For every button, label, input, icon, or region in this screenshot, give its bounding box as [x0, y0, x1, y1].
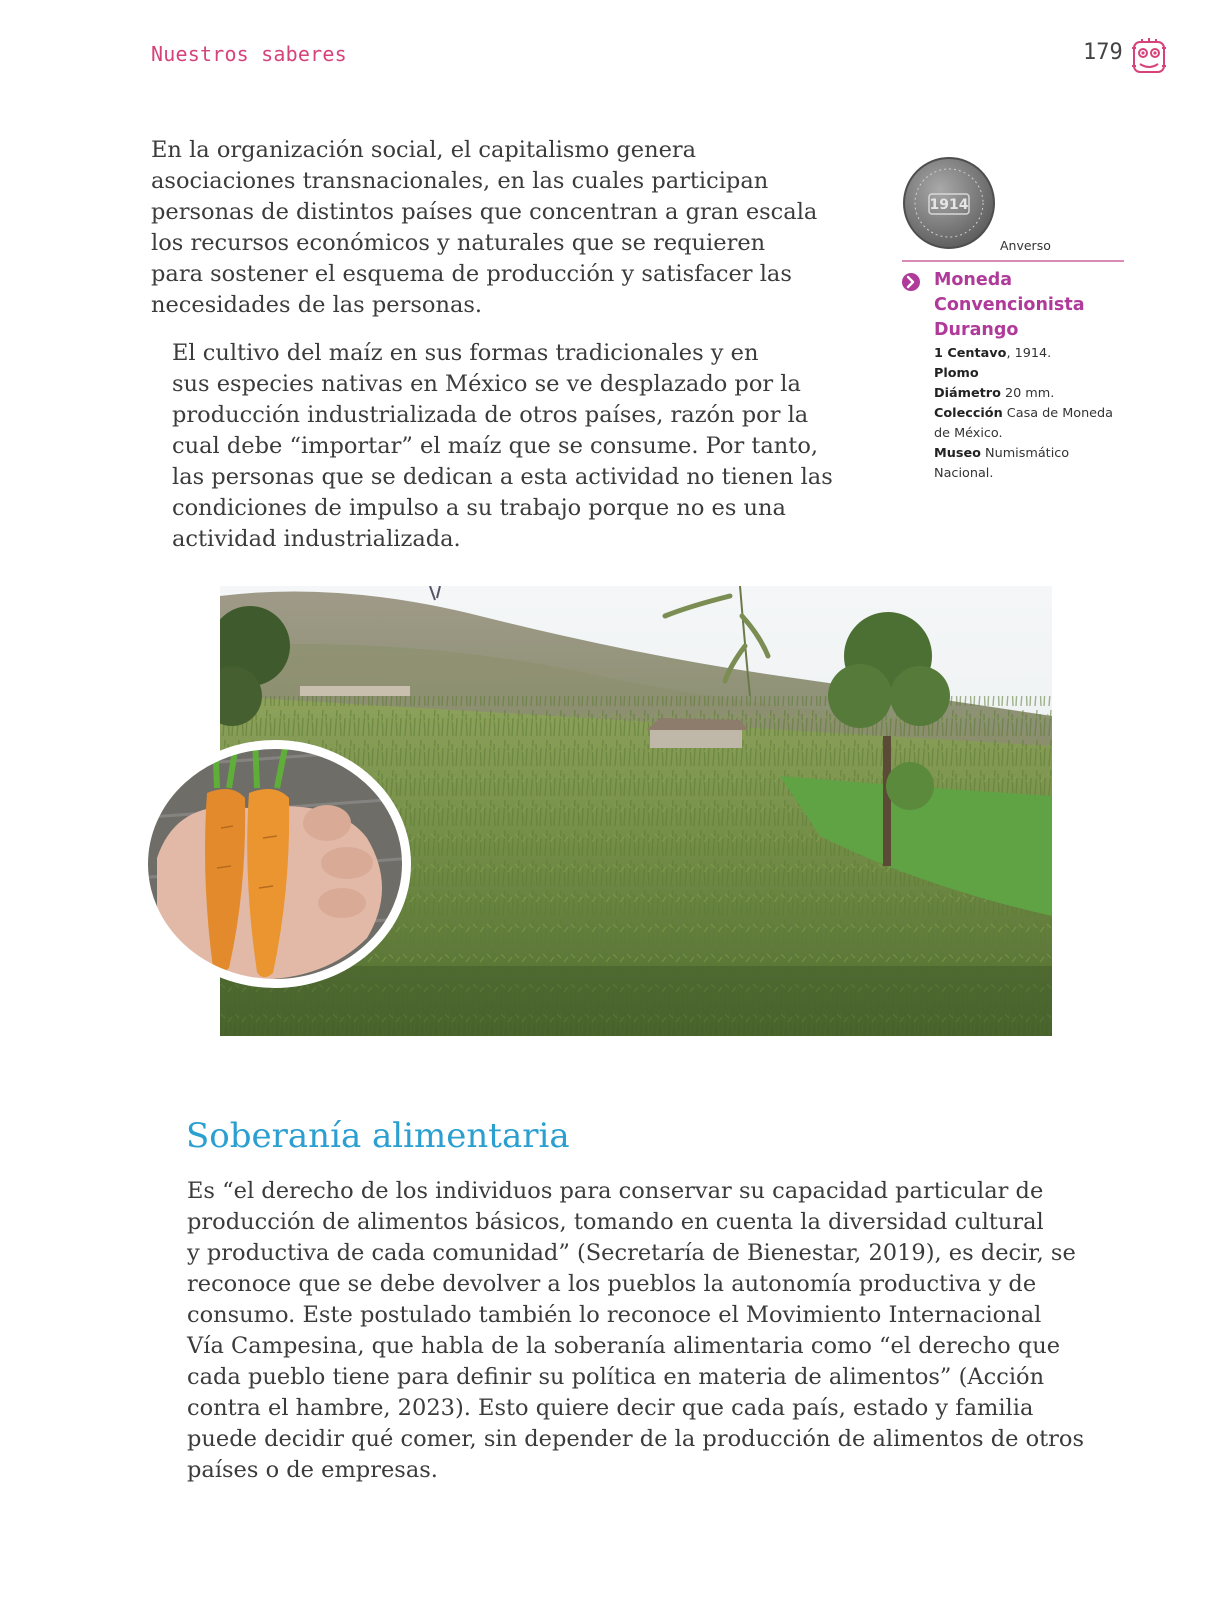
- text-line: sus especies nativas en México se ve desplazado por la: [172, 371, 801, 397]
- coin-title: [934, 268, 1134, 343]
- coin-side-label: Anverso: [1000, 238, 1051, 253]
- text-line: asociaciones transnacionales, en las cuales participan: [151, 168, 769, 194]
- text-line: producción de alimentos básicos, tomando en cuenta la diversidad cultural: [187, 1209, 1044, 1235]
- text-line: cual debe “importar” el maíz que se consume. Por tanto,: [172, 433, 819, 459]
- text-line: En la organización social, el capitalismo genera: [151, 137, 697, 163]
- text-line: necesidades de las personas.: [151, 292, 483, 318]
- text-line: los recursos económicos y naturales que se requieren: [151, 230, 766, 256]
- coin-museum-row-2: Nacional.: [934, 466, 994, 481]
- coin-year: 1914: [929, 197, 969, 213]
- text-line: producción industrializada de otros países, razón por la: [172, 402, 809, 428]
- coin-diameter-row: Diámetro 20 mm.: [934, 386, 1055, 401]
- divider: [902, 260, 1124, 262]
- text-line: condiciones de impulso a su trabajo porque no es una: [172, 495, 786, 521]
- aztec-glyph-icon: [1130, 38, 1168, 76]
- page-number: 179: [1083, 40, 1123, 65]
- coin-image: [902, 156, 996, 250]
- text-line: consumo. Este postulado también lo reconoce el Movimiento Internacional: [187, 1302, 1042, 1328]
- text-line: cada pueblo tiene para definir su política en materia de alimentos” (Acción: [187, 1364, 1045, 1390]
- coin-collection-row: Colección Casa de Moneda: [934, 406, 1114, 421]
- paragraph-cultivo-maiz: [172, 338, 833, 555]
- paragraph-capitalismo: [151, 135, 817, 321]
- paragraph-soberania: [187, 1176, 1084, 1486]
- carrots-in-hand-photo: [137, 738, 413, 990]
- text-line: contra el hambre, 2023). Esto quiere decir que cada país, estado y familia: [187, 1395, 1034, 1421]
- coin-details: [934, 344, 1134, 484]
- text-line: para sostener el esquema de producción y satisfacer las: [151, 261, 792, 287]
- section-title-soberania: Soberanía alimentaria: [186, 1116, 570, 1156]
- section-header-title: Nuestros saberes: [151, 42, 347, 66]
- text-line: actividad industrializada.: [172, 526, 461, 552]
- text-line: personas de distintos países que concentran a gran escala: [151, 199, 818, 225]
- coin-material-row: Plomo: [934, 366, 979, 381]
- text-line: reconoce que se debe devolver a los pueblos la autonomía productiva y de: [187, 1271, 1037, 1297]
- text-line: y productiva de cada comunidad” (Secretaría de Bienestar, 2019), es decir, se: [187, 1240, 1076, 1266]
- coin-title-line: Convencionista: [934, 295, 1085, 315]
- text-line: países o de empresas.: [187, 1457, 438, 1483]
- coin-title-line: Moneda: [934, 270, 1013, 290]
- text-line: las personas que se dedican a esta actividad no tienen las: [172, 464, 833, 490]
- coin-museum-row: Museo Numismático: [934, 446, 1070, 461]
- coin-title-line: Durango: [934, 320, 1019, 340]
- text-line: Vía Campesina, que habla de la soberanía alimentaria como “el derecho que: [187, 1333, 1061, 1359]
- text-line: puede decidir qué comer, sin depender de la producción de alimentos de otros: [187, 1426, 1085, 1452]
- text-line: Es “el derecho de los individuos para conservar su capacidad particular de: [187, 1178, 1044, 1204]
- text-line: El cultivo del maíz en sus formas tradicionales y en: [172, 340, 759, 366]
- chevron-right-circle-icon: [901, 272, 921, 292]
- coin-collection-row-2: de México.: [934, 426, 1003, 441]
- coin-value-row: 1 Centavo, 1914.: [934, 346, 1052, 361]
